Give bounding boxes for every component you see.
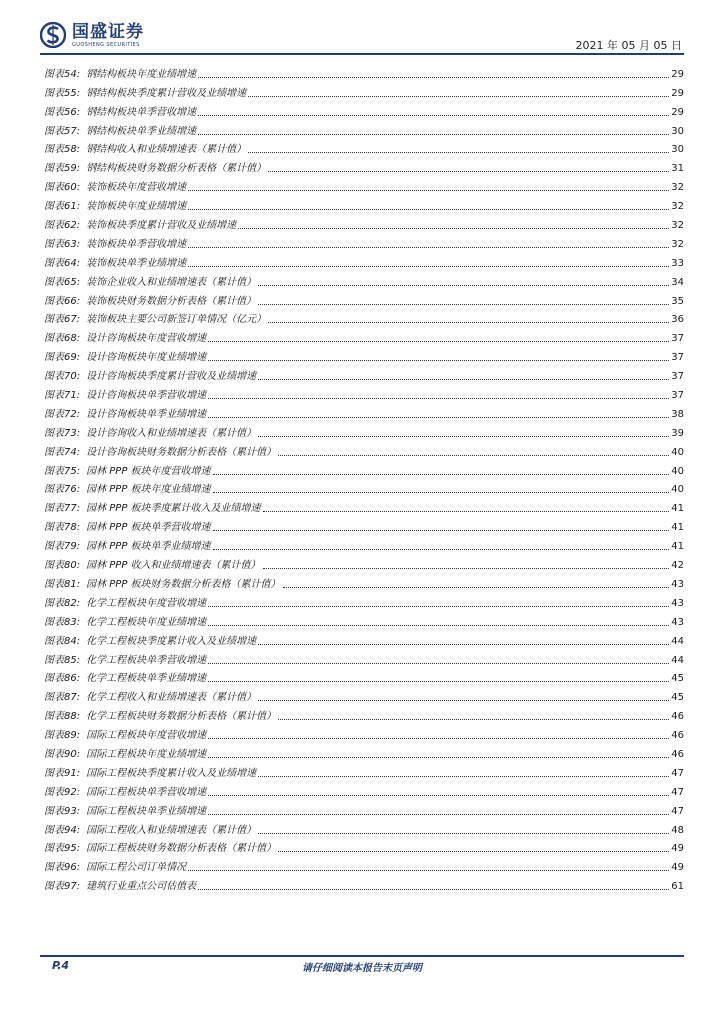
toc-entry[interactable]	[44, 516, 684, 535]
toc-entry-title: 钢结构收入和业绩增速表（累计值）	[86, 144, 247, 156]
toc-entry[interactable]	[44, 611, 684, 630]
toc-dot-leader	[188, 265, 669, 267]
toc-entry-title: 装饰板块年度业绩增速	[86, 201, 187, 213]
toc-entry-page: 37	[671, 390, 684, 402]
toc-entry-label: 图表	[44, 484, 64, 496]
toc-entry[interactable]	[44, 365, 684, 384]
toc-entry[interactable]	[44, 403, 684, 422]
toc-entry-label: 图表	[44, 427, 64, 439]
toc-entry-number: 88:	[64, 711, 81, 723]
page-header	[0, 0, 724, 60]
toc-dot-leader	[278, 718, 669, 720]
toc-entry-label: 图表	[44, 390, 64, 402]
toc-entry-page: 36	[671, 314, 684, 326]
toc-entry-page: 41	[671, 541, 684, 553]
toc-entry-number: 54:	[64, 68, 81, 80]
toc-entry-title: 化学工程板块年度营收增速	[86, 597, 207, 609]
toc-entry-label: 图表	[44, 106, 64, 118]
toc-entry-label: 图表	[44, 163, 64, 175]
toc-dot-leader	[208, 813, 669, 815]
toc-dot-leader	[213, 491, 670, 493]
toc-entry-page: 37	[671, 371, 684, 383]
toc-entry-title: 钢结构板块年度业绩增速	[86, 68, 197, 80]
toc-dot-leader	[213, 473, 670, 475]
toc-entry-label: 图表	[44, 503, 64, 515]
toc-entry[interactable]	[44, 157, 684, 176]
toc-entry-number: 63:	[64, 238, 81, 250]
toc-entry-title: 国际工程板块单季营收增速	[86, 786, 207, 798]
toc-dot-leader	[208, 605, 669, 607]
toc-entry[interactable]	[44, 649, 684, 668]
toc-dot-leader	[268, 170, 669, 172]
toc-entry-page: 46	[671, 730, 684, 742]
toc-entry-label: 图表	[44, 786, 64, 798]
toc-entry-page: 29	[671, 106, 684, 118]
toc-entry-label: 图表	[44, 144, 64, 156]
toc-entry-title: 化学工程板块单季业绩增速	[86, 673, 207, 685]
toc-dot-leader	[258, 378, 669, 380]
company-logo	[40, 22, 144, 48]
toc-entry-number: 68:	[64, 333, 81, 345]
toc-entry[interactable]	[44, 743, 684, 762]
toc-entry-title: 国际工程板块财务数据分析表格（累计值）	[86, 843, 277, 855]
toc-entry-label: 图表	[44, 238, 64, 250]
toc-entry-number: 71:	[64, 390, 81, 402]
toc-entry-label: 图表	[44, 68, 64, 80]
toc-entry-label: 图表	[44, 560, 64, 572]
toc-entry-label: 图表	[44, 446, 64, 458]
toc-entry-number: 73:	[64, 427, 81, 439]
toc-entry-page: 35	[671, 295, 684, 307]
toc-entry-label: 图表	[44, 314, 64, 326]
toc-entry-label: 图表	[44, 616, 64, 628]
toc-dot-leader	[258, 284, 669, 286]
toc-entry-title: 化学工程板块单季营收增速	[86, 654, 207, 666]
toc-entry[interactable]	[44, 101, 684, 120]
toc-entry[interactable]	[44, 479, 684, 498]
toc-entry-label: 图表	[44, 578, 64, 590]
toc-entry-number: 78:	[64, 522, 81, 534]
toc-entry-label: 图表	[44, 541, 64, 553]
toc-entry[interactable]	[44, 271, 684, 290]
toc-entry[interactable]	[44, 195, 684, 214]
toc-entry[interactable]	[44, 82, 684, 101]
toc-dot-leader	[208, 756, 669, 758]
toc-entry-number: 70:	[64, 371, 81, 383]
toc-dot-leader	[258, 435, 669, 437]
toc-entry-title: 化学工程板块财务数据分析表格（累计值）	[86, 711, 277, 723]
toc-dot-leader	[198, 76, 669, 78]
toc-entry-page: 29	[671, 87, 684, 99]
toc-entry-title: 国际工程板块季度累计收入及业绩增速	[86, 767, 257, 779]
toc-dot-leader	[238, 227, 669, 229]
toc-dot-leader	[188, 246, 669, 248]
toc-entry-label: 图表	[44, 748, 64, 760]
toc-dot-leader	[248, 151, 669, 153]
toc-entry-number: 95:	[64, 843, 81, 855]
toc-entry-number: 58:	[64, 144, 81, 156]
toc-entry[interactable]	[44, 724, 684, 743]
toc-dot-leader	[278, 850, 669, 852]
toc-entry-page: 47	[671, 786, 684, 798]
toc-entry-page: 40	[671, 484, 684, 496]
toc-entry[interactable]	[44, 573, 684, 592]
toc-entry-label: 图表	[44, 597, 64, 609]
toc-entry-label: 图表	[44, 767, 64, 779]
toc-dot-leader	[208, 416, 669, 418]
footer-disclaimer: 请仔细阅读本报告末页声明	[302, 963, 422, 974]
toc-dot-leader	[248, 95, 669, 97]
toc-dot-leader	[208, 662, 669, 664]
toc-entry-title: 钢结构板块单季业绩增速	[86, 125, 197, 137]
toc-entry[interactable]	[44, 630, 684, 649]
toc-entry[interactable]	[44, 214, 684, 233]
toc-entry-title: 装饰板块季度累计营收及业绩增速	[86, 220, 237, 232]
toc-entry-number: 97:	[64, 881, 81, 893]
toc-entry-number: 81:	[64, 578, 81, 590]
toc-entry-page: 39	[671, 427, 684, 439]
toc-entry-title: 装饰板块单季业绩增速	[86, 257, 187, 269]
toc-entry-label: 图表	[44, 692, 64, 704]
toc-dot-leader	[268, 321, 669, 323]
toc-entry-label: 图表	[44, 522, 64, 534]
toc-entry[interactable]	[44, 384, 684, 403]
toc-entry-label: 图表	[44, 333, 64, 345]
toc-entry-page: 29	[671, 68, 684, 80]
toc-entry-title: 化学工程板块季度累计收入及业绩增速	[86, 635, 257, 647]
toc-dot-leader	[198, 133, 669, 135]
toc-entry-page: 46	[671, 748, 684, 760]
figure-index-list	[44, 63, 684, 894]
toc-entry-title: 园林 PPP 板块单季营收增速	[86, 522, 211, 534]
toc-entry-title: 钢结构板块季度累计营收及业绩增速	[86, 87, 247, 99]
toc-dot-leader	[188, 189, 669, 191]
toc-entry-page: 43	[671, 597, 684, 609]
toc-entry-page: 30	[671, 125, 684, 137]
toc-entry-label: 图表	[44, 182, 64, 194]
toc-entry-label: 图表	[44, 257, 64, 269]
toc-entry-number: 61:	[64, 201, 81, 213]
toc-entry-page: 42	[671, 560, 684, 572]
toc-entry-page: 48	[671, 824, 684, 836]
toc-entry-title: 建筑行业重点公司估值表	[86, 881, 197, 893]
toc-dot-leader	[188, 208, 669, 210]
toc-entry[interactable]	[44, 441, 684, 460]
guosheng-logo-icon	[40, 22, 66, 48]
toc-dot-leader	[208, 340, 669, 342]
toc-entry-number: 75:	[64, 465, 81, 477]
toc-entry-number: 90:	[64, 748, 81, 760]
toc-entry[interactable]	[44, 422, 684, 441]
toc-entry[interactable]	[44, 705, 684, 724]
toc-entry-page: 45	[671, 692, 684, 704]
toc-entry[interactable]	[44, 346, 684, 365]
toc-entry-page: 49	[671, 843, 684, 855]
toc-entry-title: 装饰板块主要公司新签订单情况（亿元）	[86, 314, 267, 326]
toc-entry[interactable]	[44, 252, 684, 271]
toc-dot-leader	[213, 529, 670, 531]
toc-entry-page: 47	[671, 767, 684, 779]
toc-entry-page: 33	[671, 257, 684, 269]
header-divider	[40, 53, 684, 55]
toc-entry-label: 图表	[44, 881, 64, 893]
toc-entry-number: 82:	[64, 597, 81, 609]
toc-entry-title: 园林 PPP 收入和业绩增速表（累计值）	[86, 560, 261, 572]
toc-entry-number: 80:	[64, 560, 81, 572]
toc-entry-label: 图表	[44, 371, 64, 383]
toc-entry-page: 43	[671, 616, 684, 628]
toc-entry[interactable]	[44, 497, 684, 516]
toc-dot-leader	[213, 548, 670, 550]
toc-entry-label: 图表	[44, 711, 64, 723]
toc-entry-page: 43	[671, 578, 684, 590]
toc-entry-title: 化学工程收入和业绩增速表（累计值）	[86, 692, 257, 704]
toc-dot-leader	[263, 567, 670, 569]
toc-entry[interactable]	[44, 535, 684, 554]
toc-entry-title: 园林 PPP 板块年度营收增速	[86, 465, 211, 477]
toc-entry-label: 图表	[44, 201, 64, 213]
toc-entry-number: 96:	[64, 862, 81, 874]
toc-entry-title: 园林 PPP 板块季度累计收入及业绩增速	[86, 503, 261, 515]
toc-entry-title: 设计咨询板块单季业绩增速	[86, 408, 207, 420]
toc-dot-leader	[208, 680, 669, 682]
toc-entry-title: 国际工程板块年度营收增速	[86, 730, 207, 742]
toc-dot-leader	[258, 699, 669, 701]
toc-entry-title: 国际工程收入和业绩增速表（累计值）	[86, 824, 257, 836]
toc-dot-leader	[208, 794, 669, 796]
toc-entry-number: 66:	[64, 295, 81, 307]
toc-entry-number: 76:	[64, 484, 81, 496]
toc-entry[interactable]	[44, 176, 684, 195]
toc-entry-number: 62:	[64, 220, 81, 232]
toc-entry-number: 60:	[64, 182, 81, 194]
toc-entry-title: 园林 PPP 板块单季业绩增速	[86, 541, 211, 553]
footer-divider	[40, 955, 684, 957]
toc-entry-number: 64:	[64, 257, 81, 269]
toc-entry-title: 设计咨询板块年度营收增速	[86, 333, 207, 345]
toc-entry-number: 86:	[64, 673, 81, 685]
toc-entry[interactable]	[44, 327, 684, 346]
toc-entry-label: 图表	[44, 276, 64, 288]
toc-entry[interactable]	[44, 290, 684, 309]
toc-dot-leader	[198, 114, 669, 116]
toc-dot-leader	[258, 832, 669, 834]
toc-entry-label: 图表	[44, 220, 64, 232]
toc-entry[interactable]	[44, 838, 684, 857]
toc-entry-page: 37	[671, 333, 684, 345]
page-number: P.4	[52, 959, 70, 972]
toc-entry[interactable]	[44, 800, 684, 819]
toc-entry-number: 57:	[64, 125, 81, 137]
toc-dot-leader	[258, 303, 669, 305]
logo-name-en: GUOSHENG SECURITIES	[72, 41, 140, 48]
logo-name-cn: 国盛证券	[72, 21, 144, 42]
toc-entry-label: 图表	[44, 635, 64, 647]
toc-entry-label: 图表	[44, 295, 64, 307]
toc-entry-number: 74:	[64, 446, 81, 458]
toc-dot-leader	[278, 454, 669, 456]
toc-entry-number: 77:	[64, 503, 81, 515]
report-date: 2021 年 05 月 05 日	[575, 39, 682, 52]
toc-entry-title: 钢结构板块单季营收增速	[86, 106, 197, 118]
toc-entry-page: 44	[671, 635, 684, 647]
toc-entry-number: 69:	[64, 352, 81, 364]
toc-entry-page: 46	[671, 711, 684, 723]
toc-entry-page: 47	[671, 805, 684, 817]
toc-entry-label: 图表	[44, 862, 64, 874]
toc-entry-number: 85:	[64, 654, 81, 666]
toc-entry-page: 40	[671, 446, 684, 458]
toc-entry-page: 31	[671, 163, 684, 175]
toc-entry-page: 38	[671, 408, 684, 420]
toc-entry-title: 钢结构板块财务数据分析表格（累计值）	[86, 163, 267, 175]
toc-entry-page: 34	[671, 276, 684, 288]
toc-entry-number: 87:	[64, 692, 81, 704]
toc-entry-title: 国际工程公司订单情况	[86, 862, 187, 874]
toc-entry[interactable]	[44, 554, 684, 573]
toc-entry-page: 41	[671, 522, 684, 534]
toc-entry-page: 41	[671, 503, 684, 515]
toc-entry-number: 91:	[64, 767, 81, 779]
toc-entry[interactable]	[44, 819, 684, 838]
toc-entry-number: 94:	[64, 824, 81, 836]
toc-entry-number: 55:	[64, 87, 81, 99]
toc-dot-leader	[283, 586, 670, 588]
toc-dot-leader	[208, 737, 669, 739]
toc-entry[interactable]	[44, 668, 684, 687]
toc-entry-number: 67:	[64, 314, 81, 326]
toc-dot-leader	[263, 510, 670, 512]
toc-entry-label: 图表	[44, 465, 64, 477]
toc-entry-title: 设计咨询板块年度业绩增速	[86, 352, 207, 364]
toc-entry-page: 32	[671, 201, 684, 213]
toc-entry-number: 83:	[64, 616, 81, 628]
toc-entry-title: 装饰板块年度营收增速	[86, 182, 187, 194]
toc-entry-title: 装饰板块单季营收增速	[86, 238, 187, 250]
toc-entry-title: 设计咨询板块财务数据分析表格（累计值）	[86, 446, 277, 458]
toc-entry[interactable]	[44, 781, 684, 800]
toc-entry[interactable]	[44, 309, 684, 328]
toc-entry-label: 图表	[44, 125, 64, 137]
toc-entry-number: 65:	[64, 276, 81, 288]
toc-entry[interactable]	[44, 762, 684, 781]
toc-entry-page: 32	[671, 182, 684, 194]
toc-entry[interactable]	[44, 460, 684, 479]
toc-entry[interactable]	[44, 856, 684, 875]
toc-entry-number: 79:	[64, 541, 81, 553]
toc-entry-label: 图表	[44, 805, 64, 817]
toc-entry-number: 93:	[64, 805, 81, 817]
toc-entry-number: 89:	[64, 730, 81, 742]
toc-entry-label: 图表	[44, 87, 64, 99]
toc-dot-leader	[258, 775, 669, 777]
toc-entry-page: 32	[671, 238, 684, 250]
toc-entry-page: 40	[671, 465, 684, 477]
toc-entry-title: 装饰板块财务数据分析表格（累计值）	[86, 295, 257, 307]
toc-entry-title: 园林 PPP 板块财务数据分析表格（累计值）	[86, 578, 281, 590]
toc-entry-title: 装饰企业收入和业绩增速表（累计值）	[86, 276, 257, 288]
toc-entry-label: 图表	[44, 730, 64, 742]
toc-entry-number: 59:	[64, 163, 81, 175]
toc-dot-leader	[208, 624, 669, 626]
toc-entry[interactable]	[44, 139, 684, 158]
toc-entry-page: 49	[671, 862, 684, 874]
toc-entry[interactable]	[44, 233, 684, 252]
toc-entry-label: 图表	[44, 352, 64, 364]
toc-entry-title: 国际工程板块年度业绩增速	[86, 748, 207, 760]
toc-entry-number: 72:	[64, 408, 81, 420]
toc-entry-number: 84:	[64, 635, 81, 647]
toc-entry-page: 61	[671, 881, 684, 893]
toc-dot-leader	[198, 888, 669, 890]
toc-entry-title: 国际工程板块单季业绩增速	[86, 805, 207, 817]
toc-entry-page: 37	[671, 352, 684, 364]
toc-entry-label: 图表	[44, 408, 64, 420]
toc-entry-title: 园林 PPP 板块年度业绩增速	[86, 484, 211, 496]
toc-entry-page: 30	[671, 144, 684, 156]
toc-entry[interactable]	[44, 875, 684, 894]
toc-entry[interactable]	[44, 63, 684, 82]
toc-entry-number: 56:	[64, 106, 81, 118]
toc-entry-label: 图表	[44, 673, 64, 685]
toc-dot-leader	[208, 397, 669, 399]
toc-entry-title: 化学工程板块年度业绩增速	[86, 616, 207, 628]
toc-entry-label: 图表	[44, 824, 64, 836]
toc-dot-leader	[258, 643, 669, 645]
toc-entry-page: 45	[671, 673, 684, 685]
toc-entry-label: 图表	[44, 654, 64, 666]
toc-dot-leader	[208, 359, 669, 361]
toc-entry-title: 设计咨询收入和业绩增速表（累计值）	[86, 427, 257, 439]
toc-entry-page: 32	[671, 220, 684, 232]
toc-entry-page: 44	[671, 654, 684, 666]
toc-entry-number: 92:	[64, 786, 81, 798]
toc-entry-label: 图表	[44, 843, 64, 855]
toc-entry[interactable]	[44, 592, 684, 611]
toc-entry-title: 设计咨询板块季度累计营收及业绩增速	[86, 371, 257, 383]
toc-entry-title: 设计咨询板块单季营收增速	[86, 390, 207, 402]
toc-dot-leader	[188, 869, 669, 871]
toc-entry[interactable]	[44, 686, 684, 705]
toc-entry[interactable]	[44, 120, 684, 139]
